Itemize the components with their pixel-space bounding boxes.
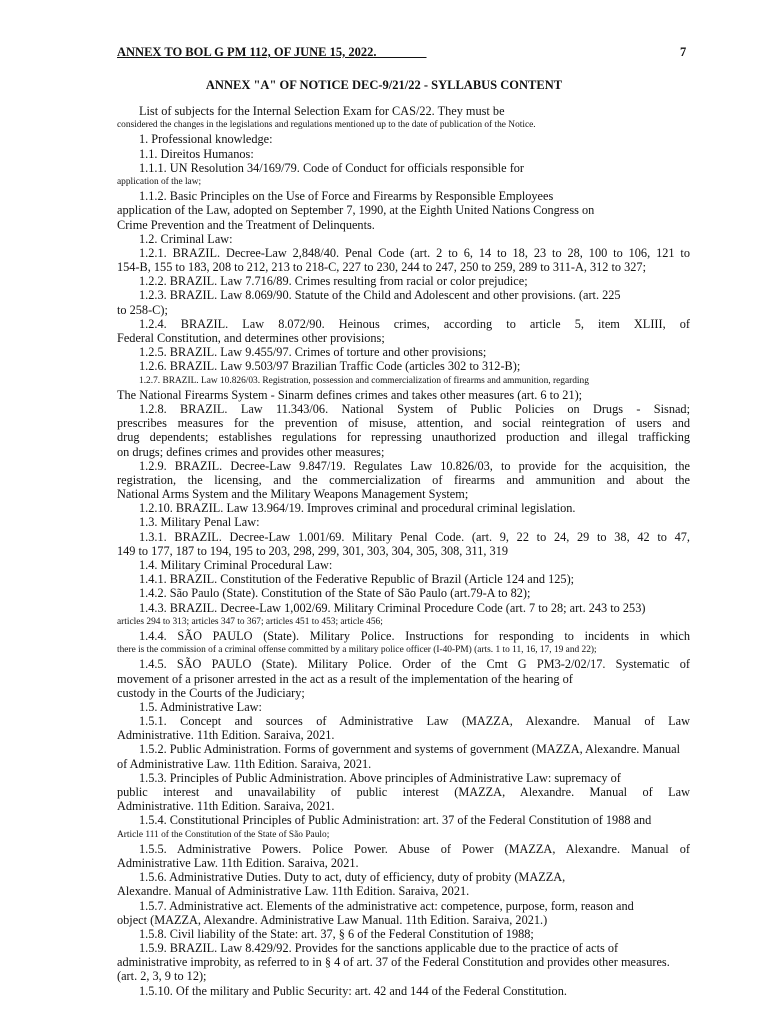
syllabus-line: 1.5.3. Principles of Public Administration. Above principles of Administrative Law: supremacy of (139, 770, 621, 785)
syllabus-line: National Arms System and the Military Weapons Management System; (117, 487, 469, 502)
syllabus-line: List of subjects for the Internal Selection Exam for CAS/22. They must be (139, 104, 505, 118)
syllabus-line: 1.4.5. SÃO PAULO (State). Military Police. Order of the Cmt G PM3-2/02/17. Systematic of (139, 657, 690, 672)
syllabus-line: 1.4.2. São Paulo (State). Constitution of the State of São Paulo (art.79-A to 82); (139, 586, 531, 601)
syllabus-line: Administrative. 11th Edition. Saraiva, 2021. (117, 799, 335, 814)
syllabus-line: articles 294 to 313; articles 347 to 367; articles 451 to 453; article 456; (117, 616, 383, 627)
syllabus-line: 149 to 177, 187 to 194, 195 to 203, 298, 299, 301, 303, 304, 305, 308, 311, 319 (117, 543, 508, 558)
syllabus-line: 1.5.4. Constitutional Principles of Public Administration: art. 37 of the Federal Constitution of 1988 and (139, 813, 652, 828)
syllabus-line: 1.1. Direitos Humanos: (139, 146, 254, 161)
syllabus-line: prescribes measures for the prevention of misuse, attention, and social reintegration of users and (117, 416, 690, 431)
syllabus-line: object (MAZZA, Alexandre. Administrative Law Manual. 11th Edition. Saraiva, 2021.) (117, 912, 548, 927)
syllabus-line: 1.4.3. BRAZIL. Decree-Law 1,002/69. Military Criminal Procedure Code (art. 7 to 28; art. 243 to 253) (139, 600, 646, 615)
syllabus-line: Administrative Law. 11th Edition. Saraiva, 2021. (117, 855, 359, 870)
syllabus-line: application of the law; (117, 176, 202, 187)
syllabus-line: 1.2.5. BRAZIL. Law 9.455/97. Crimes of torture and other provisions; (139, 345, 487, 360)
syllabus-line: 1.5.1. Concept and sources of Administrative Law (MAZZA, Alexandre. Manual of Law (139, 714, 690, 729)
annex-title: ANNEX "A" OF NOTICE DEC-9/21/22 - SYLLABUS CONTENT (205, 78, 563, 92)
syllabus-line: registration, the licensing, and the commercialization of firearms and ammunition and about the (117, 472, 690, 487)
syllabus-line: 1.2.9. BRAZIL. Decree-Law 9.847/19. Regulates Law 10.826/03, to provide for the acquisition, the (139, 458, 690, 473)
syllabus-line: public interest and unavailability of public interest (MAZZA, Alexandre. Manual of Law (117, 785, 690, 799)
syllabus-line: 1.5.8. Civil liability of the State: art. 37, § 6 of the Federal Constitution of 1988; (139, 926, 534, 941)
syllabus-line: drug dependents; establishes regulations for repressing unauthorized production and illegal trafficking (117, 430, 690, 445)
syllabus-line: 1.2.6. BRAZIL. Law 9.503/97 Brazilian Traffic Code (articles 302 to 312-B); (139, 359, 521, 374)
syllabus-line: custody in the Courts of the Judiciary; (117, 685, 305, 700)
syllabus-line: 1.2.4. BRAZIL. Law 8.072/90. Heinous crimes, according to article 5, item XLIII, of (139, 316, 690, 331)
syllabus-line: 1.5.5. Administrative Powers. Police Power. Abuse of Power (MAZZA, Alexandre. Manual of (139, 841, 690, 856)
syllabus-line: 1. Professional knowledge: (139, 132, 273, 147)
syllabus-line: 1.5.9. BRAZIL. Law 8.429/92. Provides for the sanctions applicable due to the practice of acts of (139, 941, 619, 956)
syllabus-line: 1.5. Administrative Law: (139, 699, 262, 714)
syllabus-line: considered the changes in the legislations and regulations mentioned up to the date of publication of the Notice. (117, 120, 536, 131)
syllabus-line: 1.3. Military Penal Law: (139, 515, 260, 530)
syllabus-line: 154-B, 155 to 183, 208 to 212, 213 to 218-C, 227 to 230, 244 to 247, 250 to 259, 289 to 311-A, 312 to 327; (117, 260, 646, 275)
syllabus-line: Alexandre. Manual of Administrative Law. 11th Edition. Saraiva, 2021. (117, 884, 470, 899)
syllabus-line: there is the commission of a criminal offense committed by a military police officer (I-40-PM) (arts. 1 to 11, 16, 17, 19 and 22); (117, 645, 597, 656)
syllabus-line: on drugs; defines crimes and provides other measures; (117, 444, 385, 459)
syllabus-line: 1.3.1. BRAZIL. Decree-Law 1.001/69. Military Penal Code. (art. 9, 22 to 24, 29 to 38, 42 to 47, (139, 529, 690, 544)
syllabus-line: 1.4. Military Criminal Procedural Law: (139, 558, 333, 572)
syllabus-line: Crime Prevention and the Treatment of Delinquents. (117, 217, 375, 232)
syllabus-line: 1.2.3. BRAZIL. Law 8.069/90. Statute of the Child and Adolescent and other provisions. (art. 225 (139, 288, 621, 303)
syllabus-line: 1.1.1. UN Resolution 34/169/79. Code of Conduct for officials responsible for (139, 160, 525, 175)
syllabus-line: movement of a prisoner arrested in the act as a result of the implementation of the hearing of (117, 671, 573, 686)
syllabus-line: 1.1.2. Basic Principles on the Use of Force and Firearms by Responsible Employees (139, 189, 554, 204)
syllabus-line: 1.2. Criminal Law: (139, 231, 233, 246)
syllabus-line: 1.2.10. BRAZIL. Law 13.964/19. Improves criminal and procedural criminal legislation. (139, 501, 576, 516)
syllabus-line: administrative improbity, as referred to in § 4 of art. 37 of the Federal Constitution and provides other measures. (117, 955, 670, 970)
syllabus-line: 1.4.1. BRAZIL. Constitution of the Federative Republic of Brazil (Article 124 and 125); (139, 572, 575, 587)
syllabus-line: 1.2.2. BRAZIL. Law 7.716/89. Crimes resulting from racial or color prejudice; (139, 274, 528, 289)
syllabus-line: 1.2.8. BRAZIL. Law 11.343/06. National System of Public Policies on Drugs - Sisnad; (139, 401, 690, 416)
syllabus-line: Federal Constitution, and determines other provisions; (117, 331, 385, 345)
syllabus-line: 1.4.4. SÃO PAULO (State). Military Police. Instructions for responding to incidents in which (139, 628, 690, 643)
syllabus-line: 1.2.1. BRAZIL. Decree-Law 2,848/40. Penal Code (art. 2 to 6, 14 to 18, 23 to 28, 100 to 106, 121 to (139, 245, 690, 260)
syllabus-line: The National Firearms System - Sinarm defines crimes and takes other measures (art. 6 to 21); (117, 387, 583, 402)
syllabus-line: Article 111 of the Constitution of the State of São Paulo; (117, 829, 330, 840)
syllabus-line: 1.2.7. BRAZIL. Law 10.826/03. Registration, possession and commercialization of firearms and ammunition, regarding (139, 375, 589, 386)
syllabus-line: (art. 2, 3, 9 to 12); (117, 969, 207, 984)
syllabus-content (117, 104, 690, 998)
bulletin-header: ANNEX TO BOL G PM 112, OF JUNE 15, 2022. (117, 45, 427, 59)
syllabus-line: Administrative. 11th Edition. Saraiva, 2021. (117, 728, 335, 743)
syllabus-line: of Administrative Law. 11th Edition. Saraiva, 2021. (117, 756, 372, 771)
syllabus-line: 1.5.10. Of the military and Public Security: art. 42 and 144 of the Federal Constitution. (139, 983, 567, 998)
syllabus-line: 1.5.7. Administrative act. Elements of the administrative act: competence, purpose, form, reason and (139, 898, 634, 913)
syllabus-line: 1.5.6. Administrative Duties. Duty to act, duty of efficiency, duty of probity (MAZZA, (139, 870, 566, 885)
page-number: 7 (680, 45, 687, 59)
syllabus-line: to 258-C); (117, 302, 168, 317)
syllabus-line: application of the Law, adopted on September 7, 1990, at the Eighth United Nations Congress on (117, 203, 595, 218)
syllabus-line: 1.5.2. Public Administration. Forms of government and systems of government (MAZZA, Alexandre. Manual (139, 742, 680, 757)
